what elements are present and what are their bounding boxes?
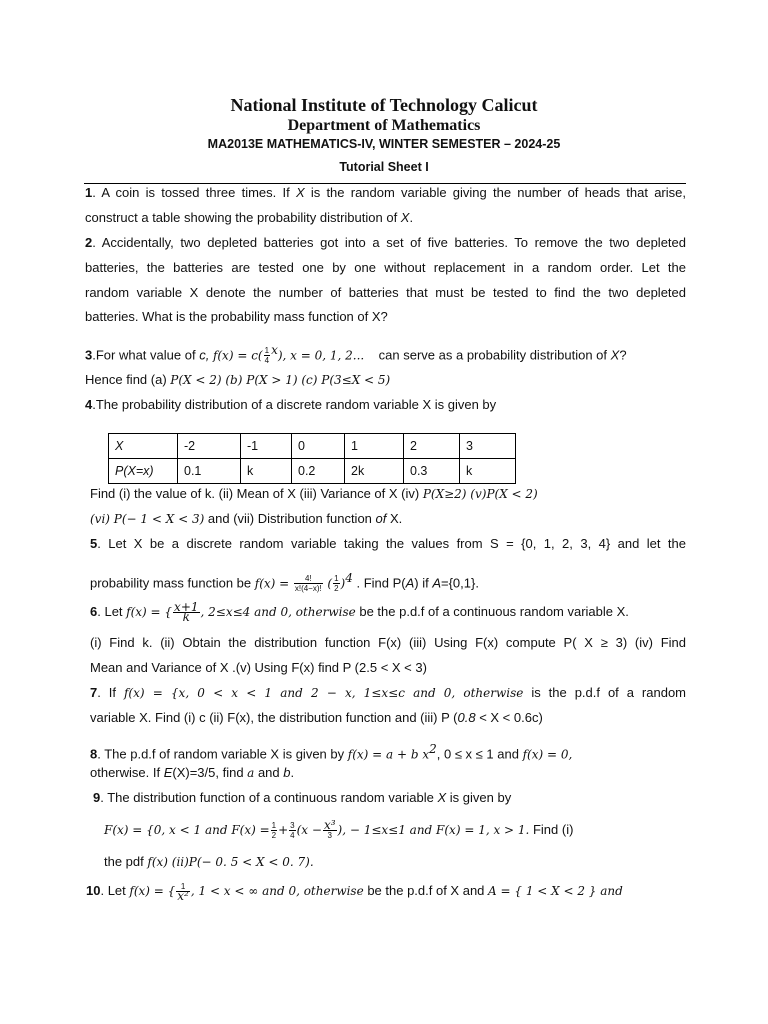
q5-text: probability mass function be (90, 575, 255, 591)
q8-exponent: 2 (429, 742, 437, 756)
q4-text: of (375, 511, 387, 526)
question-2-line-3: random variable X denote the number of batteries that must be tested to find the two depleted (85, 285, 686, 300)
fraction-denominator: x² (177, 889, 189, 904)
question-4-line-3 (90, 511, 691, 527)
question-5-line-2 (90, 567, 691, 594)
table-cell: -2 (178, 434, 241, 459)
q3-text: can serve as a probability distribution of (378, 347, 611, 363)
q8-var: b (283, 765, 291, 780)
question-4-number: 4 (85, 397, 93, 412)
q7-text: is the p.d.f of a random (523, 685, 686, 700)
q9-formula: F(x) = {0, x < 1 and F(x) = (104, 823, 270, 837)
q8-var: E (163, 765, 173, 780)
question-5-line-1 (90, 536, 686, 552)
q9-formula: ), − 1≤x≤1 and F(x) = 1, x > 1. (337, 823, 530, 837)
question-9-line-3 (104, 854, 705, 870)
question-8-number: 8 (90, 746, 98, 762)
fraction-denominator: k (182, 610, 190, 625)
q9-text: . The distribution function of a continuous random variable (100, 790, 438, 805)
q3-fraction (264, 346, 270, 365)
q9-text: Find (i) (529, 822, 574, 837)
question-9-number: 9 (93, 790, 101, 805)
fraction-denominator: x!(4−x)! (294, 584, 322, 594)
q9-fraction (323, 818, 337, 841)
table-cell: 1 (345, 434, 404, 459)
q8-var: a (247, 766, 255, 780)
q4-text: Find (i) the value of k. (ii) Mean of X (iii) Variance of X (iv) (90, 486, 423, 501)
q5-fraction (294, 574, 323, 593)
question-3-line-2 (85, 372, 686, 388)
q5-exponent: 4 (345, 571, 353, 585)
q5-close-paren: ) (340, 576, 346, 591)
question-9-line-2 (104, 818, 705, 842)
fraction-denominator: 3 (327, 831, 332, 841)
q4-text: and (vii) Distribution function (204, 511, 376, 526)
question-1-line-1 (85, 185, 686, 201)
fraction-denominator: 4 (264, 356, 270, 366)
q6-fraction (173, 600, 199, 625)
q5-text: ) if (414, 575, 433, 591)
q9-formula: f(x) (ii)P(− 0. 5 < X < 0. 7). (147, 855, 314, 869)
q3-formula: f(x) = c( (212, 348, 263, 363)
q5-text: . Let X be a discrete random variable taking the values from S = {0, 1, 2, 3, 4} and let the (97, 536, 686, 551)
q8-text: and (493, 746, 523, 762)
q8-formula: f(x) = a + b x (347, 747, 430, 762)
fraction-numerator: x³ (323, 818, 336, 833)
q8-formula: f(x) = 0, (522, 747, 573, 762)
q7-text: . If (97, 685, 124, 700)
q2-text: . Accidentally, two depleted batteries got into a set of five batteries. To remove the two depleted (92, 235, 686, 250)
table-cell (109, 459, 178, 484)
table-row (109, 434, 516, 459)
table-cell: k (460, 459, 516, 484)
q7-text: variable X. Find (i) c (ii) F(x), the distribution function and (iii) P ( (90, 710, 458, 725)
q9-formula: (x − (296, 823, 322, 837)
q3-text: Hence find (a) (85, 372, 171, 387)
q4-formula: P(X≥2) (v)P(X < 2) (422, 487, 538, 501)
q3-formula: ), x = 0, 1, 2... (277, 348, 365, 363)
sheet-title: Tutorial Sheet I (339, 160, 429, 174)
question-6-line-2: (i) Find k. (ii) Obtain the distribution function F(x) (iii) Using F(x) compute P( X ≥ 3) (iv) Find (90, 635, 686, 650)
q3-text: ? (619, 347, 627, 363)
table-row (109, 459, 516, 484)
q3-formula: P(X < 2) (b) P(X > 1) (c) P(3≤X < 5) (170, 373, 391, 387)
fraction-numerator: x+1 (174, 600, 199, 615)
question-10-number: 10 (86, 883, 101, 898)
table-cell (109, 434, 178, 459)
q3-var: X (610, 347, 620, 363)
fraction-denominator: 2 (334, 584, 339, 594)
question-7-line-2 (90, 710, 691, 726)
q1-var: X (400, 210, 410, 225)
q6-formula: , 2≤x≤4 and 0, otherwise (200, 605, 356, 619)
question-2-line-4: batteries. What is the probability mass function of X? (85, 309, 388, 324)
question-2-line-2: batteries, the batteries are tested one by one without replacement in a random order. Let the (85, 260, 686, 275)
question-3-line-1 (85, 340, 686, 365)
q1-text: . A coin is tossed three times. If (92, 185, 296, 200)
q8-text: . The p.d.f of random variable X is given by (97, 746, 348, 762)
fraction-numerator: 1 (271, 821, 277, 831)
q6-text: be the p.d.f of a continuous random variable X. (355, 604, 629, 619)
q1-text: is the random variable giving the number of heads that arise, (304, 185, 686, 200)
course-title: MA2013E MATHEMATICS-IV, WINTER SEMESTER – 2024-25 (207, 137, 561, 151)
table-cell: 2k (345, 459, 404, 484)
question-5-number: 5 (90, 536, 98, 551)
q6-text: . Let (97, 604, 127, 619)
fraction-numerator: 1 (264, 346, 270, 356)
question-1-number: 1 (85, 185, 93, 200)
table-cell: 3 (460, 434, 516, 459)
q9-formula: + (278, 823, 289, 837)
q7-text: 0.8 (457, 710, 476, 725)
table-cell: 0.3 (404, 459, 460, 484)
q6-formula: f(x) = { (126, 605, 173, 619)
question-7-line-1 (90, 685, 686, 701)
q5-var: A (405, 575, 415, 591)
q8-text: (X)=3/5, find (172, 765, 248, 780)
q10-fraction (176, 882, 190, 904)
q4-formula: (vi) P(− 1 < X < 3) (90, 512, 205, 526)
q5-text: . Find P( (356, 575, 406, 591)
question-8-line-2 (90, 765, 691, 781)
q10-formula: , 1 < x < ∞ and 0, otherwise (190, 884, 364, 898)
q4-text: .The probability distribution of a discrete random variable X is given by (92, 397, 497, 412)
probability-distribution-table (108, 433, 516, 484)
q5-text: ={0,1}. (441, 575, 479, 591)
fraction-numerator: 1 (334, 574, 339, 584)
question-6-number: 6 (90, 604, 98, 619)
department-title: Department of Mathematics (287, 117, 481, 134)
q9-var: X (437, 790, 447, 805)
q1-text: construct a table showing the probability distribution of (85, 210, 401, 225)
q3-var: c, (199, 347, 210, 363)
q7-text: < X < 0.6c) (475, 710, 543, 725)
question-6-line-1 (90, 600, 691, 625)
fraction-numerator: 3 (290, 821, 295, 831)
fraction-numerator: 4! (294, 574, 323, 584)
question-2-line-1 (85, 235, 686, 251)
q8-text: otherwise. If (90, 765, 164, 780)
question-4-line-2 (90, 486, 691, 502)
question-10-line-1 (86, 880, 687, 902)
question-6-line-3: Mean and Variance of X .(v) Using F(x) find P (2.5 < X < 3) (90, 660, 427, 675)
q9-fraction (271, 821, 277, 840)
q10-text: . Let (100, 883, 130, 898)
q5-open-paren: ( (327, 576, 333, 591)
q8-text: and (254, 765, 284, 780)
fraction-denominator: 4 (290, 831, 295, 841)
question-4-line-1 (85, 397, 686, 413)
q8-text: , 0 ≤ x ≤ 1 (436, 746, 494, 762)
q9-fraction (289, 821, 295, 840)
fraction-denominator: 2 (271, 831, 277, 841)
table-cell: 0 (292, 434, 345, 459)
fraction-numerator: 1 (176, 882, 190, 892)
table-cell-text: P(X=x) (115, 464, 154, 478)
q5-fraction (333, 574, 339, 593)
q5-var: A (432, 575, 441, 591)
question-8-line-1 (90, 740, 691, 763)
header-divider (84, 183, 686, 184)
q3-text: .For what value of (92, 347, 200, 363)
q1-var: X (295, 185, 305, 200)
table-cell: 0.1 (178, 459, 241, 484)
q5-formula: f(x) = (254, 576, 290, 591)
question-7-number: 7 (90, 685, 98, 700)
table-cell: -1 (241, 434, 292, 459)
q7-formula: f(x) = {x, 0 < x < 1 and 2 − x, 1≤x≤c and 0, otherwise (123, 686, 524, 700)
table-cell: 2 (404, 434, 460, 459)
table-cell: 0.2 (292, 459, 345, 484)
q9-text: is given by (446, 790, 512, 805)
table-cell-text: X (115, 439, 124, 453)
question-3-number: 3 (85, 347, 93, 363)
q10-formula: A = { 1 < X < 2 } and (488, 884, 623, 898)
question-9-line-1 (93, 790, 694, 806)
institute-title: National Institute of Technology Calicut (230, 95, 538, 115)
question-1-line-2 (85, 210, 686, 226)
q10-text: be the p.d.f of X and (363, 883, 489, 898)
question-2-number: 2 (85, 235, 93, 250)
q4-text: X. (386, 511, 403, 526)
q1-text: . (409, 210, 414, 225)
q3-exponent: x (271, 343, 278, 357)
q8-text: . (290, 765, 295, 780)
table-cell: k (241, 459, 292, 484)
q10-formula: f(x) = { (129, 884, 176, 898)
q9-text: the pdf (104, 854, 148, 869)
